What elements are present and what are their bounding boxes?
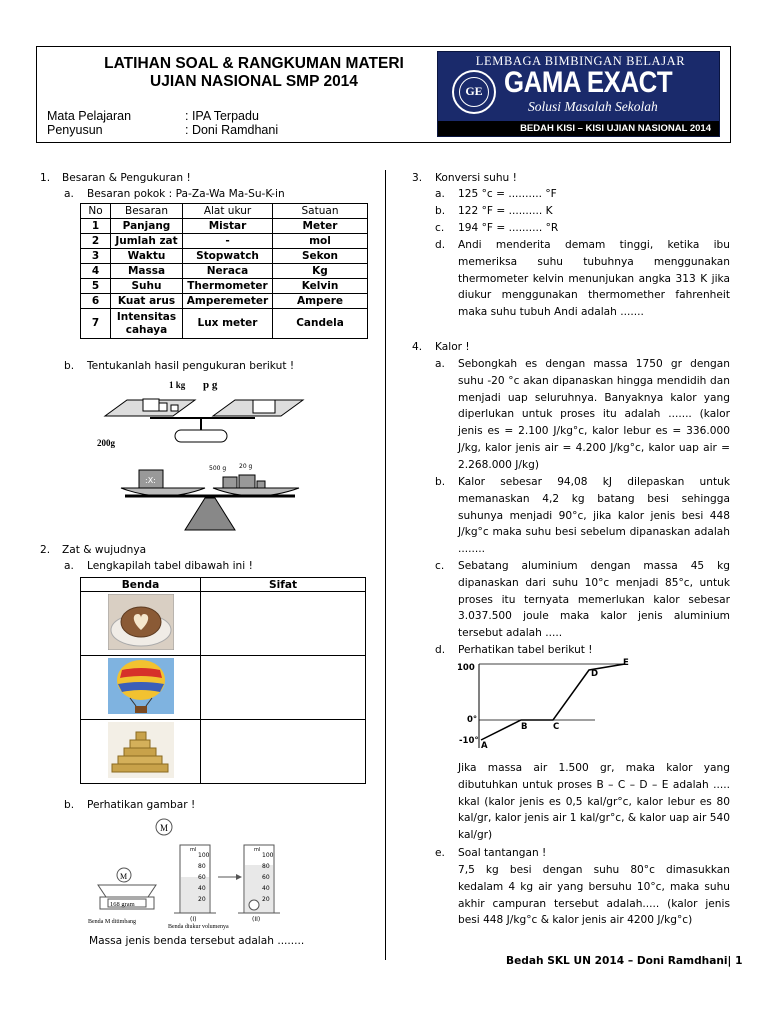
cyl1-tick: 60 [198, 874, 206, 881]
table-row [81, 656, 366, 720]
logo-kisi-banner: BEDAH KISI – KISI UJIAN NASIONAL 2014 [438, 121, 719, 136]
q2b-text: Perhatikan gambar ! [87, 799, 196, 811]
q4e-label: e. [435, 847, 445, 859]
q3-title: Konversi suhu ! [435, 172, 517, 184]
logo-name: GAMA EXACT [504, 66, 673, 99]
q3-number: 3. [412, 172, 423, 184]
q2b-question: Massa jenis benda tersebut adalah ........ [89, 935, 305, 947]
balloon [117, 660, 165, 700]
cell-alat: Lux meter [183, 309, 273, 339]
q2a-text: Lengkapilah tabel dibawah ini ! [87, 560, 253, 572]
table-row [81, 234, 368, 249]
logo-tagline: Solusi Masalah Sekolah [528, 99, 658, 114]
header-no: No [81, 204, 111, 219]
q1a-text: Besaran pokok : Pa-Za-Wa Ma-Su-K-in [87, 188, 285, 200]
weight-1kg [143, 399, 159, 411]
cylinder-2-ml: ml [254, 847, 261, 853]
label-y100: 100 [457, 663, 475, 673]
bar-row-3 [124, 748, 156, 756]
table-row [81, 294, 368, 309]
bar-row-5 [136, 732, 146, 740]
header-sifat: Sifat [201, 578, 366, 592]
q4a-label: a. [435, 358, 445, 370]
column-divider [385, 170, 386, 960]
cell-no: 1 [81, 219, 111, 234]
header-besaran: Besaran [111, 204, 183, 219]
q4b-text: Kalor sebesar 94,08 kJ dilepaskan untuk memanaskan 4,2 kg batang besi sehingga suhunya menjadi 90°c, jika kalor jenis besi 448 J/kg°c maka suhu besi sebelum dipanaskan adalah ........ [458, 476, 730, 556]
bar-row-1 [112, 764, 168, 772]
cell-besaran: Jumlah zat [111, 234, 183, 249]
cell-besaran: Panjang [111, 219, 183, 234]
table-row [81, 264, 368, 279]
q1a-label: a. [64, 188, 74, 200]
cell-alat: Neraca [183, 264, 273, 279]
label-m-top: M [160, 823, 169, 833]
caption-volume: Benda diukur volumenya [168, 924, 229, 930]
q3b-text: 122 °F = .......... K [458, 205, 553, 217]
weight-a [223, 477, 237, 488]
weight-c [257, 481, 265, 488]
cell-satuan: Kg [273, 264, 368, 279]
cell-besaran: Intensitas cahaya [111, 309, 183, 339]
sifat-cell[interactable] [201, 656, 366, 720]
cell-no: 2 [81, 234, 111, 249]
q4a-text: Sebongkah es dengan massa 1750 gr dengan suhu -20 °c akan dipanaskan hingga mendidih dan menjadi uap seluruhnya. Banyaknya kalor yang diperlukan untuk proses itu adalah ....... (kalor jenis es = 2.100 J/kg°c, kalor lebur es = 336.000 J/kg, kalor jenis air = 4.200 J/kg°c, kalor uap air = 2.268.000 J/kg) [458, 358, 730, 471]
scale-top [98, 885, 156, 897]
q1b-text: Tentukanlah hasil pengukuran berikut ! [87, 360, 295, 372]
point-d-label: D [591, 669, 599, 679]
cell-besaran: Suhu [111, 279, 183, 294]
cell-no: 7 [81, 309, 111, 339]
hot-air-balloon-image [108, 658, 174, 714]
cell-no: 4 [81, 264, 111, 279]
weight-tiny [171, 405, 178, 411]
subject-label: Mata Pelajaran [47, 109, 132, 123]
cell-alat: Amperemeter [183, 294, 273, 309]
cyl1-tick: 80 [198, 863, 206, 870]
cell-satuan: Candela [273, 309, 368, 339]
q2b-label: b. [64, 799, 75, 811]
point-c-label: C [553, 722, 560, 732]
scale-base [175, 430, 227, 442]
object-m-submerged [249, 900, 259, 910]
gama-exact-logo [437, 51, 720, 137]
point-a-label: A [481, 741, 488, 751]
table-row [81, 219, 368, 234]
document-meta [47, 109, 278, 137]
q3d-label: d. [435, 239, 446, 251]
q3b-label: b. [435, 205, 446, 217]
density-measurement-figure [86, 815, 296, 933]
besaran-pokok-table [80, 203, 368, 339]
cell-satuan: Meter [273, 219, 368, 234]
q1-title: Besaran & Pengukuran ! [62, 172, 191, 184]
table-row [81, 309, 368, 339]
cell-no: 5 [81, 279, 111, 294]
cyl1-tick: 100 [198, 852, 210, 859]
sifat-cell[interactable] [201, 592, 366, 656]
bar-row-2 [118, 756, 162, 764]
q3a-text: 125 °c = .......... °F [458, 188, 557, 200]
label-w1: 500 g [209, 465, 227, 472]
cell-besaran: Massa [111, 264, 183, 279]
q3a-label: a. [435, 188, 445, 200]
benda-cell [81, 592, 201, 656]
label-ym10: -10° [459, 736, 479, 746]
subject-value: : IPA Terpadu [185, 109, 259, 123]
weight-b [239, 475, 255, 488]
cyl1-tick: 40 [198, 885, 206, 892]
cyl2-tick: 100 [262, 852, 274, 859]
cell-alat: Thermometer [183, 279, 273, 294]
gold-bars-image [108, 722, 174, 778]
label-200g: 200g [97, 438, 115, 448]
document-header [36, 46, 731, 143]
title-line-1: LATIHAN SOAL & RANGKUMAN MATERI [104, 55, 404, 72]
benda-cell [81, 656, 201, 720]
arrow-head-icon [236, 874, 242, 880]
balance-scale-figure-2 [115, 460, 305, 532]
header-satuan: Satuan [273, 204, 368, 219]
basket [135, 706, 147, 713]
q4e-text: 7,5 kg besi dengan suhu 80°c dimasukkan kedalam 4 kg air yang bersuhu 10°c, maka suhu akhir campuran tersebut adalah..... (kalor jenis besi 448 J/kg°c & kalor jenis air 4200 J/kg°c) [458, 864, 730, 927]
cylinder-1-ml: ml [190, 847, 197, 853]
label-w2: 20 g [239, 463, 253, 470]
q1-number: 1. [40, 172, 51, 184]
benda-cell [81, 720, 201, 784]
header-benda: Benda [81, 578, 201, 592]
cylinder-1-water [181, 877, 209, 913]
cell-satuan: Sekon [273, 249, 368, 264]
cell-besaran: Waktu [111, 249, 183, 264]
q3c-label: c. [435, 222, 445, 234]
author-value: : Doni Ramdhani [185, 123, 279, 137]
object-block [253, 400, 275, 413]
label-cyl-ii: (II) [252, 916, 261, 923]
author-label: Penyusun [47, 123, 103, 137]
heating-curve-graph [455, 656, 655, 756]
emblem-text: GE [459, 77, 489, 107]
sifat-cell[interactable] [201, 720, 366, 784]
q4-number: 4. [412, 341, 423, 353]
ge-emblem-icon [452, 70, 496, 114]
label-1kg: 1 kg [169, 380, 186, 390]
caption-weighed: Benda M ditimbang [88, 919, 136, 925]
cyl1-tick: 20 [198, 896, 206, 903]
q4d-text: Perhatikan tabel berikut ! [458, 644, 593, 656]
label-168-gram: 168 gram [110, 901, 135, 908]
title-line-2: UJIAN NASIONAL SMP 2014 [150, 73, 358, 90]
label-p-gram: p g [203, 379, 218, 391]
q4d-label: d. [435, 644, 446, 656]
cyl2-tick: 60 [262, 874, 270, 881]
q3d-text: Andi menderita demam tinggi, ketika ibu memeriksa suhu tubuhnya menggunakan thermometer kelvin menunjukan angka 313 K jika diukur menggunakan thermomether fahrenheit maka suhu tubuh Andi adalah ....... [458, 239, 730, 319]
label-y0: 0° [467, 715, 478, 725]
q3c-text: 194 °F = .......... °R [458, 222, 559, 234]
q2-title: Zat & wujudnya [62, 544, 147, 556]
cell-besaran: Kuat arus [111, 294, 183, 309]
label-m-scale: M [120, 872, 128, 881]
cell-alat: Stopwatch [183, 249, 273, 264]
page-footer: Bedah SKL UN 2014 – Doni Ramdhani| 1 [506, 955, 743, 967]
cell-no: 6 [81, 294, 111, 309]
q4b-label: b. [435, 476, 446, 488]
cell-satuan: Kelvin [273, 279, 368, 294]
point-b-label: B [521, 722, 528, 732]
object-x-mark: :X: [145, 476, 156, 485]
table-row [81, 720, 366, 784]
cyl2-tick: 80 [262, 863, 270, 870]
weight-small [159, 403, 167, 411]
cell-satuan: mol [273, 234, 368, 249]
label-cyl-i: (I) [190, 916, 197, 923]
header-alat-ukur: Alat ukur [183, 204, 273, 219]
cell-alat: - [183, 234, 273, 249]
q4-title: Kalor ! [435, 341, 470, 353]
table-row [81, 592, 366, 656]
cyl2-tick: 40 [262, 885, 270, 892]
q1b-label: b. [64, 360, 75, 372]
table-row [81, 249, 368, 264]
stand-2 [185, 498, 235, 530]
q2-number: 2. [40, 544, 51, 556]
table-header-row [81, 204, 368, 219]
q4c-text: Sebatang aluminium dengan massa 45 kg dipanaskan dari suhu 10°c menjadi 85°c, untuk proses itu ternyata memerlukan kalor sebesar 3.037.500 joule maka kalor jenis aluminium tersebut adalah ..... [458, 560, 730, 640]
table-header-row [81, 578, 366, 592]
cell-satuan: Ampere [273, 294, 368, 309]
cyl2-tick: 20 [262, 896, 270, 903]
q4c-label: c. [435, 560, 445, 572]
logo-lbb-text: LEMBAGA BIMBINGAN BELAJAR [475, 54, 686, 68]
table-row [81, 279, 368, 294]
balance-scale-figure-1 [95, 374, 305, 454]
cell-no: 3 [81, 249, 111, 264]
q4d-question: Jika massa air 1.500 gr, maka kalor yang dibutuhkan untuk proses B – C – D – E adalah ..... kkal (kalor jenis es 0,5 kal/gr°c, kalor lebur es 80 kal/gr, kalor jenis air 1 kal/gr°c, & kalor uap air 540 kal/gr) [458, 762, 730, 842]
q2a-label: a. [64, 560, 74, 572]
bar-row-4 [130, 740, 150, 748]
zat-wujud-table [80, 577, 366, 784]
point-e-label: E [623, 658, 629, 668]
coffee-cup-image [108, 594, 174, 650]
q4e-title: Soal tantangan ! [458, 847, 547, 859]
cell-alat: Mistar [183, 219, 273, 234]
document-title [69, 55, 439, 91]
